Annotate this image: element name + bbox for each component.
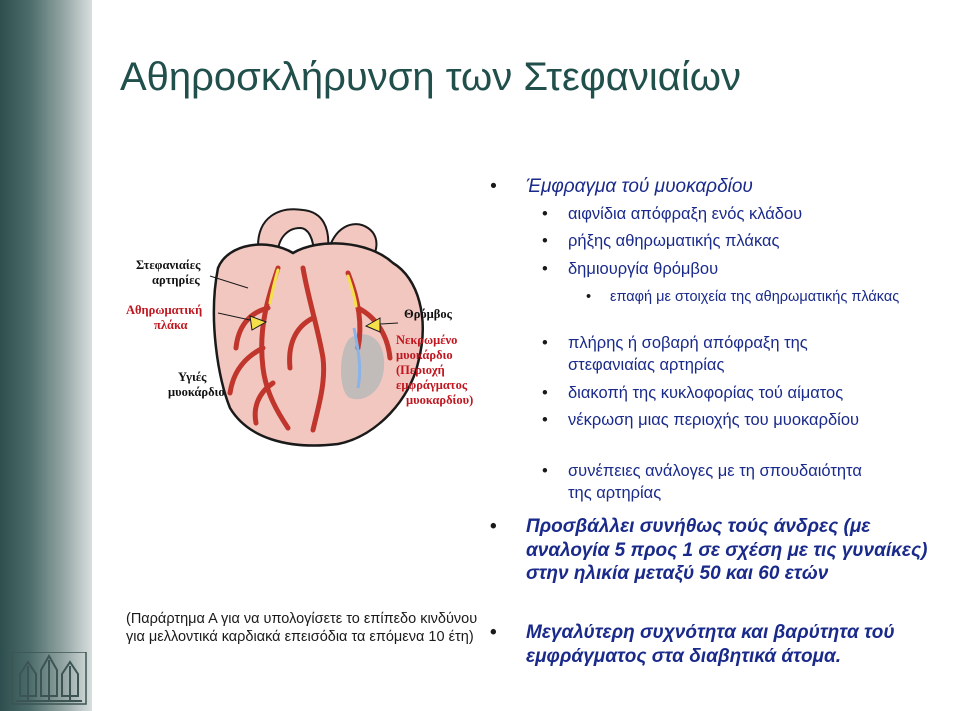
sub-bullet-text: δημιουργία θρόμβου bbox=[568, 260, 719, 278]
sub-bullet-text: πλήρης ή σοβαρή απόφραξη της στεφανιαίας αρτηρίας bbox=[568, 334, 808, 374]
label-necrotic-5: μυοκαρδίου) bbox=[406, 393, 474, 407]
sub-bullet-text: ρήξης αθηρωματικής πλάκας bbox=[568, 232, 780, 250]
sub-bullet-text: νέκρωση μιας περιοχής του μυοκαρδίου bbox=[568, 411, 860, 429]
sub-sub-bullet-dot: • bbox=[586, 289, 592, 305]
sub-bullet bbox=[542, 460, 868, 504]
sub-bullet bbox=[542, 230, 938, 252]
label-necrotic-3: (Περιοχή bbox=[396, 363, 445, 377]
sub-bullet bbox=[542, 258, 938, 280]
label-coronary-arteries-1: Στεφανιαίες bbox=[136, 258, 201, 272]
sub-bullet-dot: • bbox=[542, 334, 548, 352]
sub-bullet-text: συνέπειες ανάλογες με τη σπουδαιότητα της αρτηρίας bbox=[568, 462, 862, 502]
label-necrotic-4: εμφράγματος bbox=[396, 378, 468, 392]
sub-bullet bbox=[542, 203, 938, 225]
bullet-mi-title: Έμφραγμα τού μυοκαρδίου bbox=[526, 176, 753, 197]
sub-bullet-dot: • bbox=[542, 411, 548, 429]
sub-bullet-text: αιφνίδια απόφραξη ενός κλάδου bbox=[568, 205, 803, 223]
label-healthy-1: Υγιές bbox=[178, 370, 207, 384]
bullet-diabetics bbox=[490, 621, 906, 668]
sub-bullet-text: διακοπή της κυκλοφορίας τού αίματος bbox=[568, 384, 844, 402]
sub-bullet-dot: • bbox=[542, 232, 548, 250]
bullet-dot: • bbox=[490, 176, 497, 197]
bullet-men-prevalence bbox=[490, 515, 956, 586]
label-plaque-1: Αθηρωματική bbox=[126, 303, 203, 317]
sub-bullet-dot: • bbox=[542, 260, 548, 278]
slide-title: Αθηροσκλήρυνση των Στεφανιαίων bbox=[120, 55, 741, 99]
label-healthy-2: μυοκάρδιο bbox=[168, 385, 225, 399]
sub-bullet-dot: • bbox=[542, 462, 548, 480]
bullet-diabetics-text: Μεγαλύτερη συχνότητα και βαρύτητα τού εμφράγματος στα διαβητικά άτομα. bbox=[526, 622, 895, 667]
sidebar-gradient bbox=[0, 0, 92, 711]
sub-bullet bbox=[542, 382, 948, 404]
sub-sub-bullet bbox=[586, 288, 930, 306]
label-thrombus: Θρόμβος bbox=[404, 307, 452, 321]
label-plaque-2: πλάκα bbox=[154, 318, 188, 332]
sub-bullet bbox=[542, 409, 868, 431]
sub-bullet-dot: • bbox=[542, 205, 548, 223]
bullet-men-text: Προσβάλλει συνήθως τούς άνδρες (με αναλογία 5 προς 1 σε σχέση με τις γυναίκες) στην ηλικία μεταξύ 50 και 60 ετών bbox=[526, 516, 928, 584]
sub-bullet bbox=[542, 332, 898, 376]
university-logo-icon bbox=[10, 652, 88, 706]
label-necrotic-2: μυοκάρδιο bbox=[396, 348, 453, 362]
sub-sub-bullet-text: επαφή με στοιχεία της αθηρωματικής πλάκας bbox=[610, 289, 900, 305]
bullet-dot: • bbox=[490, 516, 497, 537]
label-coronary-arteries-2: αρτηρίες bbox=[152, 273, 200, 287]
risk-appendix-note: (Παράρτημα Α για να υπολογίσετε το επίπεδο κινδύνου για μελλοντικά καρδιακά επεισόδια τα επόμενα 10 έτη) bbox=[126, 611, 478, 645]
label-necrotic-1: Νεκρωμένο bbox=[396, 333, 458, 347]
sub-bullet-dot: • bbox=[542, 384, 548, 402]
bullet-dot: • bbox=[490, 622, 497, 643]
